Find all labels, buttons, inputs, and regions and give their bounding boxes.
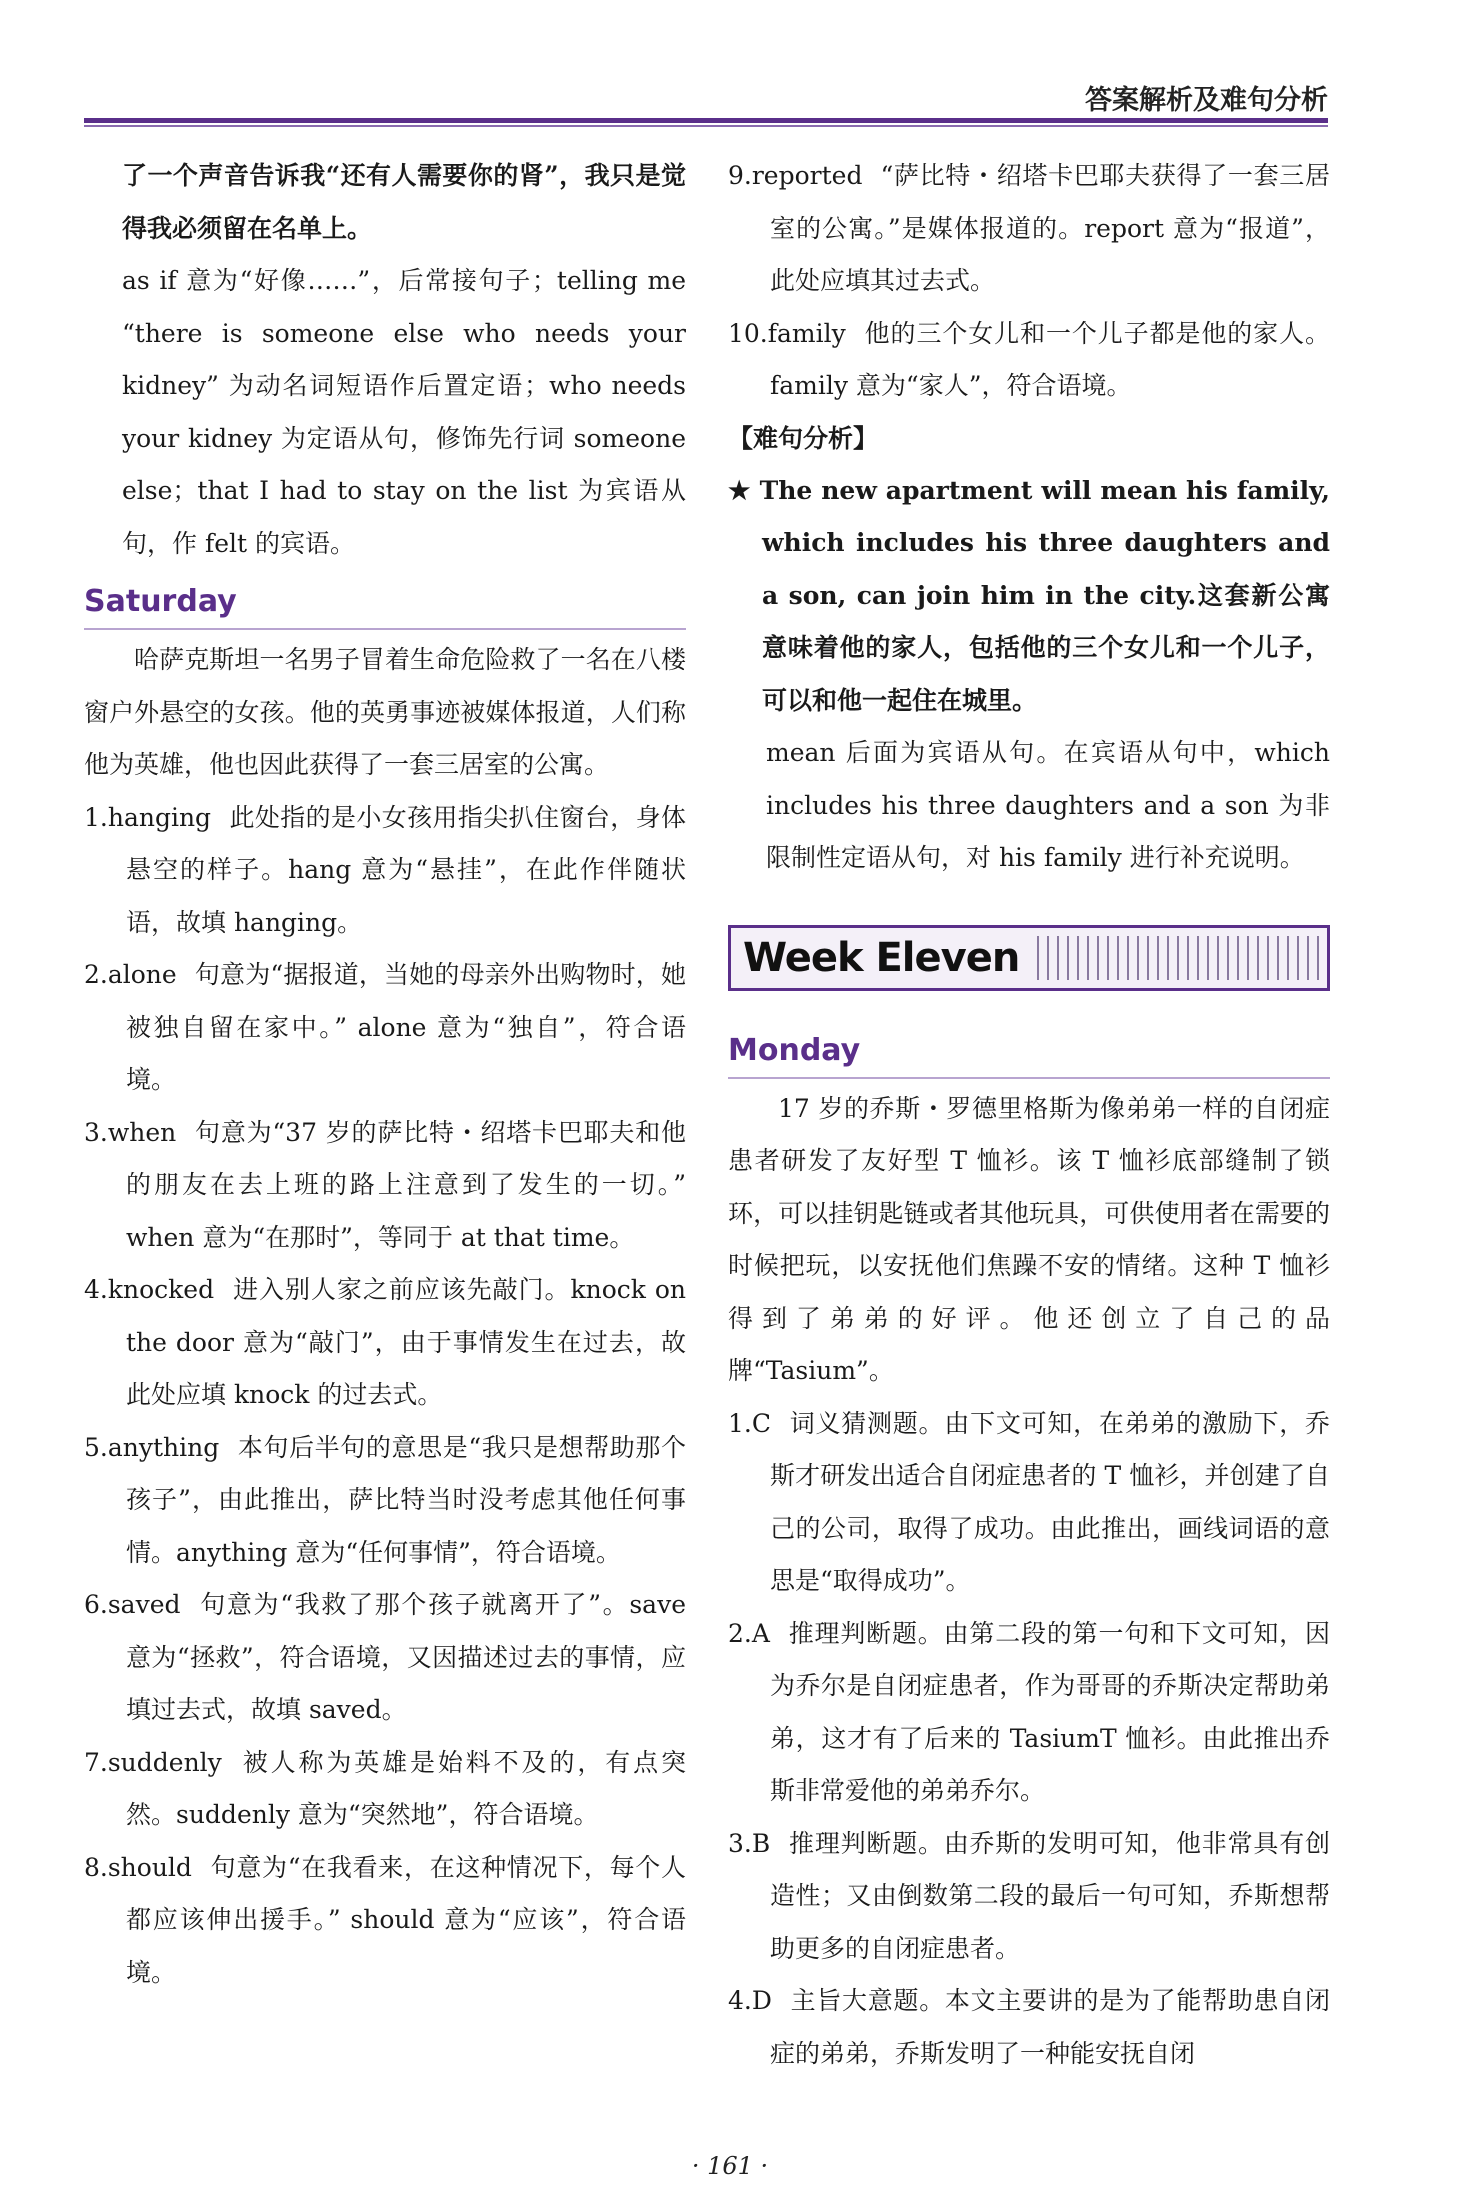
answer-key: 3.B: [728, 1828, 771, 1858]
answer-item: [84, 949, 686, 1107]
answer-item: [84, 1579, 686, 1737]
answer-item: [84, 1737, 686, 1842]
page-header: [84, 76, 1328, 124]
answer-key: 6.saved: [84, 1590, 181, 1619]
answer-text: 被人称为英雄是始料不及的，有点突然。suddenly 意为“突然地”，符合语境。: [126, 1747, 686, 1829]
answer-text: 推理判断题。由乔斯的发明可知，他非常具有创造性；又由倒数第二段的最后一句可知，乔斯想帮助更多的自闭症患者。: [770, 1828, 1330, 1963]
answer-text: 推理判断题。由第二段的第一句和下文可知，因为乔尔是自闭症患者，作为哥哥的乔斯决定帮助弟弟，这才有了后来的 TasiumT 恤衫。由此推出乔斯非常爱他的弟弟乔尔。: [770, 1618, 1330, 1805]
section-title-monday: Monday: [728, 1031, 1330, 1079]
header-rule-thin: [84, 125, 1328, 127]
answer-text: 此处指的是小女孩用指尖扒住窗台，身体悬空的样子。hang 意为“悬挂”，在此作伴随状语，故填 hanging。: [126, 802, 686, 937]
answer-text: 词义猜测题。由下文可知，在弟弟的激励下，乔斯才研发出适合自闭症患者的 T 恤衫，并创建了自己的公司，取得了成功。由此推出，画线词语的意思是“取得成功”。: [770, 1408, 1330, 1595]
passage-summary: 17 岁的乔斯・罗德里格斯为像弟弟一样的自闭症患者研发了友好型 T 恤衫。该 T 恤衫底部缝制了锁环，可以挂钥匙链或者其他玩具，可供使用者在需要的时候把玩，以安抚他们焦躁不安的情绪。这种 T 恤衫得到了弟弟的好评。他还创立了自己的品牌“Tasium”。: [728, 1093, 1330, 1385]
answer-text: 主旨大意题。本文主要讲的是为了能帮助患自闭症的弟弟，乔斯发明了一种能安抚自闭: [770, 1986, 1330, 2068]
answer-text: “萨比特・绍塔卡巴耶夫获得了一套三居室的公寓。”是媒体报道的。report 意为“报道”，此处应填其过去式。: [770, 161, 1330, 295]
answer-text: 句意为“据报道，当她的母亲外出购物时，她被独自留在家中。” alone 意为“独自”，符合语境。: [126, 960, 686, 1094]
answer-list: [84, 792, 686, 2000]
answer-item: [728, 1975, 1330, 2080]
mc-answer-list: [728, 1398, 1330, 2081]
answer-item: [84, 1107, 686, 1265]
answer-item: [728, 1398, 1330, 1608]
analysis-tag: 【难句分析】: [728, 423, 879, 453]
answer-text: 句意为“37 岁的萨比特・绍塔卡巴耶夫和他的朋友在去上班的路上注意到了发生的一切。” when 意为“在那时”，等同于 at that time。: [126, 1117, 686, 1252]
answer-text: 本句后半句的意思是“我只是想帮助那个孩子”，由此推出，萨比特当时没考虑其他任何事情。anything 意为“任何事情”，符合语境。: [126, 1432, 686, 1567]
star-sentence: The new apartment will mean his family, which includes his three daughters and a son, can join him in the city.: [759, 475, 1330, 610]
answer-key: 5.anything: [84, 1432, 220, 1462]
week-banner: [728, 925, 1330, 991]
left-column: [84, 150, 686, 1999]
answer-key: 3.when: [84, 1117, 177, 1147]
answer-key: 4.knocked: [84, 1275, 215, 1304]
answer-key: 7.suddenly: [84, 1747, 222, 1777]
answer-item: [728, 1818, 1330, 1976]
header-title: 答案解析及难句分析: [1085, 85, 1328, 116]
header-rule: [84, 118, 1328, 123]
answer-item: [84, 792, 686, 950]
banner-stripes: [1037, 936, 1319, 980]
section-title-saturday: Saturday: [84, 582, 686, 630]
answer-item: [84, 1422, 686, 1580]
star-translation: 这套新公寓意味着他的家人，包括他的三个女儿和一个儿子，可以和他一起住在城里。: [762, 580, 1330, 715]
answer-text: 进入别人家之前应该先敲门。knock on the door 意为“敲门”，由于事情发生在过去，故此处应填 knock 的过去式。: [126, 1275, 686, 1409]
answer-key: 4.D: [728, 1986, 772, 2015]
page-number: · 161 ·: [691, 2152, 769, 2180]
answer-text: 他的三个女儿和一个儿子都是他的家人。family 意为“家人”，符合语境。: [770, 318, 1330, 400]
difficult-sentence-note: mean 后面为宾语从句。在宾语从句中，which includes his three daughters and a son 为非限制性定语从句，对 his family 进行补充说明。: [766, 738, 1330, 872]
answer-text: 句意为“我救了那个孩子就离开了”。save 意为“拯救”，符合语境，又因描述过去的事情，应填过去式，故填 saved。: [126, 1590, 686, 1724]
answer-key: 8.should: [84, 1852, 192, 1882]
answer-key: 9.reported: [728, 161, 863, 190]
answer-list-continued: [728, 150, 1330, 413]
passage-summary: 哈萨克斯坦一名男子冒着生命危险救了一名在八楼窗户外悬空的女孩。他的英勇事迹被媒体报道，人们称他为英雄，他也因此获得了一套三居室的公寓。: [84, 645, 686, 779]
star-icon: ★: [728, 475, 760, 505]
intro-translation: 了一个声音告诉我“还有人需要你的肾”，我只是觉得我必须留在名单上。: [122, 161, 686, 243]
answer-key: 2.A: [728, 1618, 770, 1648]
answer-key: 1.hanging: [84, 802, 212, 832]
answer-item: [728, 1608, 1330, 1818]
answer-key: 2.alone: [84, 960, 177, 989]
answer-item: [728, 150, 1330, 308]
answer-text: 句意为“在我看来，在这种情况下，每个人都应该伸出援手。” should 意为“应该”，符合语境。: [126, 1852, 686, 1987]
answer-item: [728, 308, 1330, 413]
difficult-sentence: [728, 465, 1330, 728]
answer-item: [84, 1264, 686, 1422]
intro-note: as if 意为“好像……”，后常接句子；telling me “there is someone else who needs your kidney” 为动名词短语作后置定语；who needs your kidney 为定语从句，修饰先行词 someone else；that I had to stay on the list 为宾语从句，作 felt 的宾语。: [122, 266, 686, 558]
answer-item: [84, 1842, 686, 2000]
right-column: [728, 150, 1330, 2080]
answer-key: 1.C: [728, 1408, 771, 1438]
week-title: Week Eleven: [743, 934, 1020, 981]
answer-key: 10.family: [728, 318, 846, 348]
